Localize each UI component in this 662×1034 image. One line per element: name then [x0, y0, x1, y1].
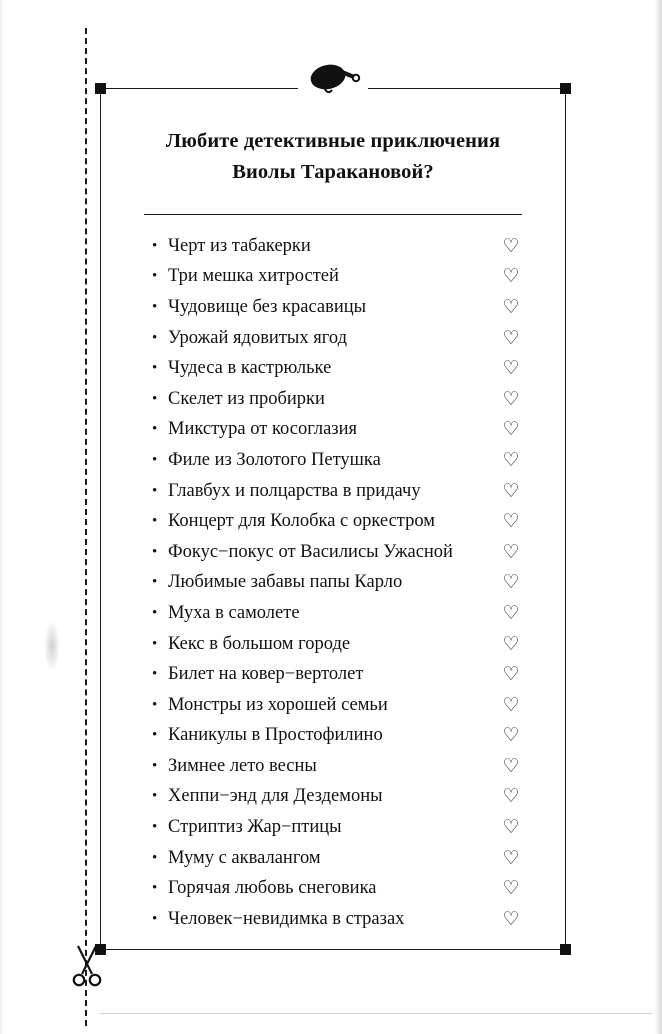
list-item[interactable]: [152, 537, 526, 568]
heart-icon[interactable]: ♡: [502, 725, 520, 747]
book-title: Муму с аквалангом: [168, 847, 321, 868]
bullet-icon: •: [152, 757, 158, 774]
coupon-frame: [100, 88, 566, 950]
heart-icon[interactable]: ♡: [502, 388, 520, 410]
heart-icon[interactable]: ♡: [502, 633, 520, 655]
list-item[interactable]: [152, 782, 526, 813]
bullet-icon: •: [152, 513, 158, 530]
heart-icon[interactable]: ♡: [502, 847, 520, 869]
book-title-list: [136, 231, 530, 935]
heart-icon[interactable]: ♡: [502, 235, 520, 257]
bullet-icon: •: [152, 696, 158, 713]
list-item[interactable]: [152, 415, 526, 446]
list-item[interactable]: [152, 231, 526, 262]
book-title: Чудеса в кастрюльке: [168, 358, 332, 379]
list-item[interactable]: [152, 659, 526, 690]
list-item[interactable]: [152, 690, 526, 721]
heart-icon[interactable]: ♡: [502, 541, 520, 563]
heart-icon[interactable]: ♡: [502, 694, 520, 716]
bullet-icon: •: [152, 666, 158, 683]
heart-icon[interactable]: ♡: [502, 419, 520, 441]
book-title: Микстура от косоглазия: [168, 419, 358, 440]
bullet-icon: •: [152, 727, 158, 744]
heart-icon[interactable]: ♡: [502, 908, 520, 930]
book-title: Главбух и полцарства в придачу: [168, 480, 421, 501]
list-item[interactable]: [152, 323, 526, 354]
heart-icon[interactable]: ♡: [502, 817, 520, 839]
book-title: Фокус−покус от Василисы Ужасной: [168, 541, 453, 562]
bullet-icon: •: [152, 329, 158, 346]
bullet-icon: •: [152, 543, 158, 560]
book-title: Три мешка хитростей: [168, 266, 339, 287]
bullet-icon: •: [152, 482, 158, 499]
book-title: Зимнее лето весны: [168, 755, 317, 776]
book-title: Урожай ядовитых ягод: [168, 327, 347, 348]
book-title: Горячая любовь снеговика: [168, 878, 377, 899]
bullet-icon: •: [152, 604, 158, 621]
heart-icon[interactable]: ♡: [502, 449, 520, 471]
bullet-icon: •: [152, 390, 158, 407]
bullet-icon: •: [152, 237, 158, 254]
heart-icon[interactable]: ♡: [502, 878, 520, 900]
heart-icon[interactable]: ♡: [502, 786, 520, 808]
page-right-edge-shading: [654, 0, 662, 1034]
book-title: Билет на ковер−вертолет: [168, 664, 364, 685]
list-item[interactable]: [152, 598, 526, 629]
list-item[interactable]: [152, 751, 526, 782]
heart-icon[interactable]: ♡: [502, 602, 520, 624]
list-item[interactable]: [152, 384, 526, 415]
book-title: Филе из Золотого Петушка: [168, 449, 381, 470]
bullet-icon: •: [152, 819, 158, 836]
bullet-icon: •: [152, 849, 158, 866]
list-item[interactable]: [152, 873, 526, 904]
heart-icon[interactable]: ♡: [502, 664, 520, 686]
page-title: [142, 126, 524, 188]
heart-icon[interactable]: ♡: [502, 327, 520, 349]
bullet-icon: •: [152, 788, 158, 805]
list-item[interactable]: [152, 629, 526, 660]
book-title: Концерт для Колобка с оркестром: [168, 511, 435, 532]
headline-line-1: Любите детективные приключения: [165, 130, 501, 152]
bullet-icon: •: [152, 451, 158, 468]
page-left-edge-shading: [0, 0, 6, 1034]
heart-icon[interactable]: ♡: [502, 296, 520, 318]
book-title: Хеппи−энд для Дездемоны: [168, 786, 383, 807]
bullet-icon: •: [152, 880, 158, 897]
book-title: Чудовище без красавицы: [168, 296, 367, 317]
book-title: Стриптиз Жар−птицы: [168, 817, 342, 838]
list-item[interactable]: [152, 353, 526, 384]
list-item[interactable]: [152, 568, 526, 599]
book-title: Человек−невидимка в стразах: [168, 908, 405, 929]
page-spine-shadow: [44, 620, 60, 672]
heart-icon[interactable]: ♡: [502, 266, 520, 288]
heart-icon[interactable]: ♡: [502, 755, 520, 777]
book-title: Скелет из пробирки: [168, 388, 325, 409]
bullet-icon: •: [152, 574, 158, 591]
headline-divider: [144, 214, 522, 215]
headline-line-2: Виолы Таракановой?: [232, 161, 434, 183]
bullet-icon: •: [152, 421, 158, 438]
bullet-icon: •: [152, 910, 158, 927]
book-title: Черт из табакерки: [168, 235, 311, 256]
book-title: Муха в самолете: [168, 602, 300, 623]
list-item[interactable]: [152, 506, 526, 537]
list-item[interactable]: [152, 445, 526, 476]
heart-icon[interactable]: ♡: [502, 480, 520, 502]
bullet-icon: •: [152, 360, 158, 377]
heart-icon[interactable]: ♡: [502, 572, 520, 594]
list-item[interactable]: [152, 476, 526, 507]
list-item[interactable]: [152, 292, 526, 323]
heart-icon[interactable]: ♡: [502, 358, 520, 380]
list-item[interactable]: [152, 262, 526, 293]
heart-icon[interactable]: ♡: [502, 511, 520, 533]
list-item[interactable]: [152, 843, 526, 874]
bullet-icon: •: [152, 268, 158, 285]
dashed-cut-line: [85, 28, 87, 1026]
list-item[interactable]: [152, 904, 526, 935]
list-item[interactable]: [152, 812, 526, 843]
book-title: Монстры из хорошей семьи: [168, 694, 388, 715]
bullet-icon: •: [152, 635, 158, 652]
book-title: Любимые забавы папы Карло: [168, 572, 403, 593]
book-title: Каникулы в Простофилино: [168, 725, 383, 746]
bullet-icon: •: [152, 298, 158, 315]
book-title: Кекс в большом городе: [168, 633, 351, 654]
page-bottom-rule: [100, 1013, 652, 1014]
list-item[interactable]: [152, 721, 526, 752]
